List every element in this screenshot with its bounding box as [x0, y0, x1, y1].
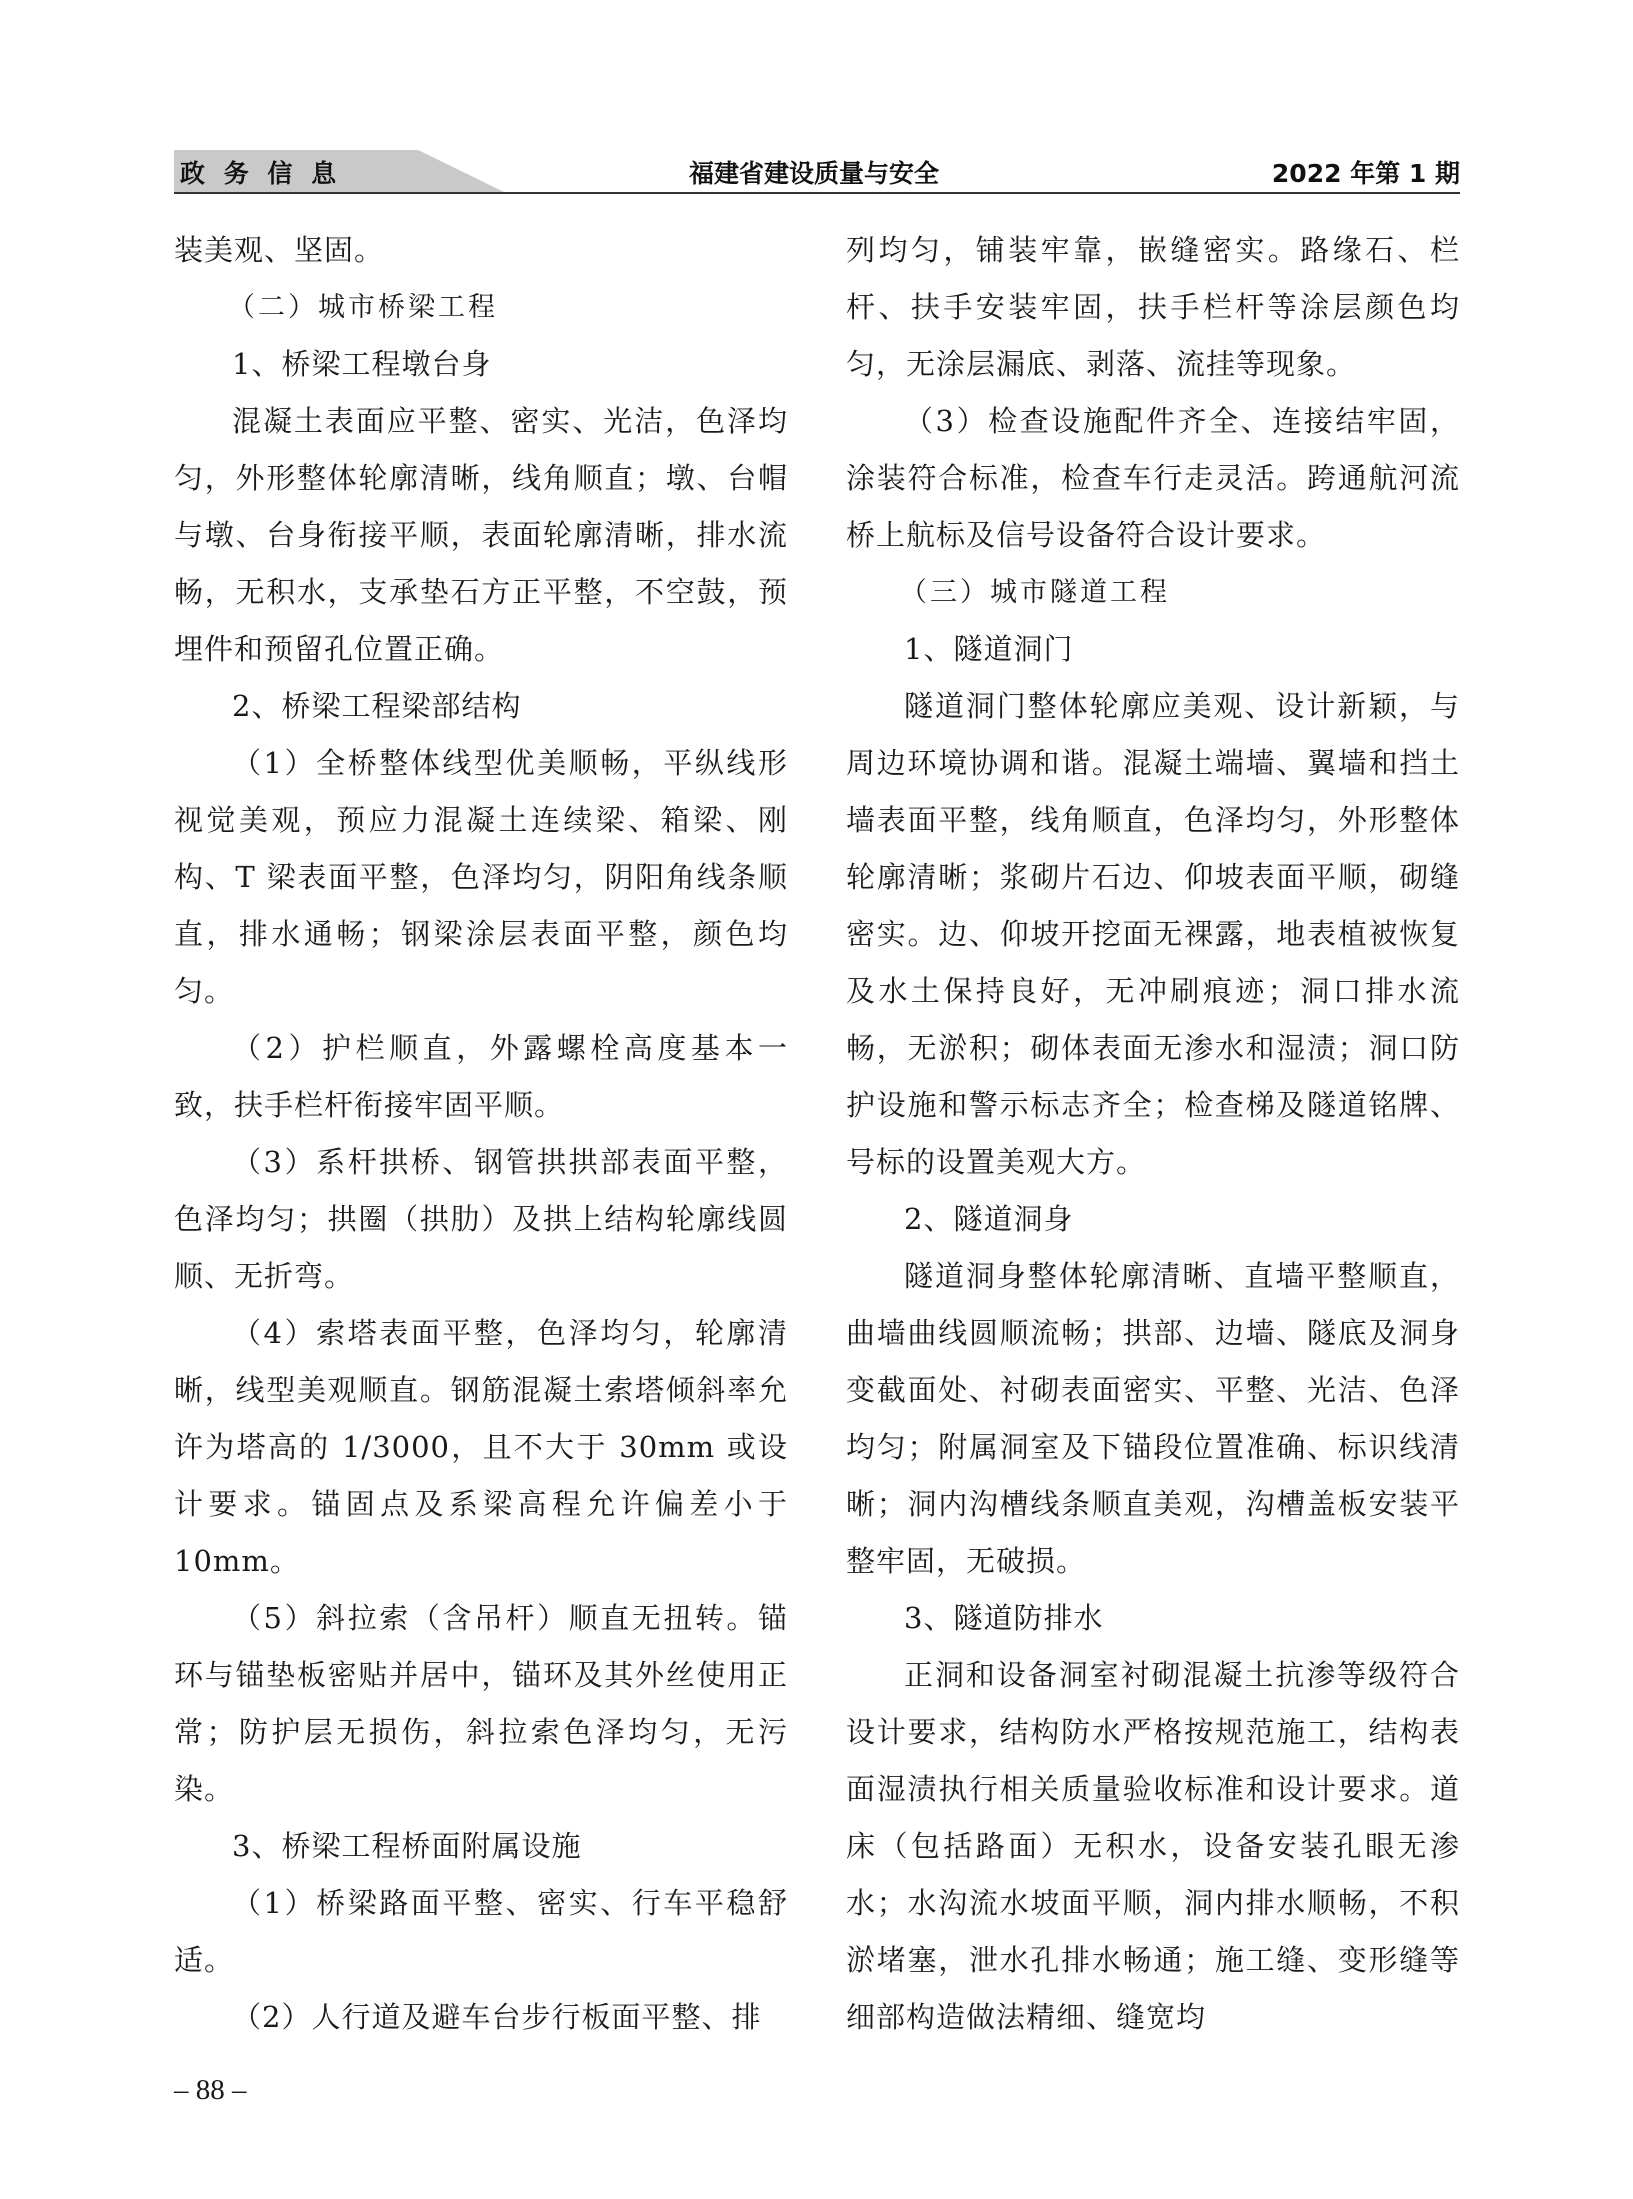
right-column [846, 222, 1460, 2046]
subheading: 1、桥梁工程墩台身 [232, 347, 492, 381]
paragraph: 列均匀，铺装牢靠，嵌缝密实。路缘石、栏杆、扶手安装牢固，扶手栏杆等涂层颜色均匀，无涂层漏底、剥落、流挂等现象。 [846, 233, 1460, 381]
left-column [174, 222, 788, 2046]
paragraph: 正洞和设备洞室衬砌混凝土抗渗等级符合设计要求，结构防水严格按规范施工，结构表面湿渍执行相关质量验收标准和设计要求。道床（包括路面）无积水，设备安装孔眼无渗水；水沟流水坡面平顺，洞内排水顺畅，不积淤堵塞，泄水孔排水畅通；施工缝、变形缝等细部构造做法精细、缝宽均 [846, 1658, 1460, 2034]
paragraph: （3）系杆拱桥、钢管拱拱部表面平整，色泽均匀；拱圈（拱肋）及拱上结构轮廓线圆顺、无折弯。 [174, 1145, 788, 1293]
paragraph: 隧道洞门整体轮廓应美观、设计新颖，与周边环境协调和谐。混凝土端墙、翼墙和挡土墙表面平整，线角顺直，色泽均匀，外形整体轮廓清晰；浆砌片石边、仰坡表面平顺，砌缝密实。边、仰坡开挖面无裸露，地表植被恢复及水土保持良好，无冲刷痕迹；洞口排水流畅，无淤积；砌体表面无渗水和湿渍；洞口防护设施和警示标志齐全；检查梯及隧道铭牌、号标的设置美观大方。 [846, 689, 1460, 1179]
subheading: 3、桥梁工程桥面附属设施 [232, 1829, 582, 1863]
journal-title: 福建省建设质量与安全 [688, 159, 939, 188]
subheading: 2、桥梁工程梁部结构 [232, 689, 522, 723]
section-heading: （二）城市桥梁工程 [228, 292, 498, 323]
subheading: 2、隧道洞身 [904, 1202, 1074, 1236]
paragraph: （3）检查设施配件齐全、连接结牢固，涂装符合标准，检查车行走灵活。跨通航河流桥上航标及信号设备符合设计要求。 [846, 404, 1460, 552]
page-header [174, 150, 1460, 194]
paragraph: 混凝土表面应平整、密实、光洁，色泽均匀，外形整体轮廓清晰，线角顺直；墩、台帽与墩、台身衔接平顺，表面轮廓清晰，排水流畅，无积水，支承垫石方正平整，不空鼓，预埋件和预留孔位置正确。 [174, 404, 788, 666]
section-label: 政 务 信 息 [180, 159, 342, 188]
paragraph: （1）全桥整体线型优美顺畅，平纵线形视觉美观，预应力混凝土连续梁、箱梁、刚构、T 梁表面平整，色泽均匀，阴阳角线条顺直，排水通畅；钢梁涂层表面平整，颜色均匀。 [174, 746, 788, 1008]
paragraph: （2）护栏顺直，外露螺栓高度基本一致，扶手栏杆衔接牢固平顺。 [174, 1031, 788, 1122]
section-heading: （三）城市隧道工程 [900, 577, 1170, 608]
issue-label: 2022 年第 1 期 [1271, 159, 1460, 188]
header-rule [174, 192, 1460, 194]
paragraph: （1）桥梁路面平整、密实、行车平稳舒适。 [174, 1886, 788, 1977]
paragraph: （4）索塔表面平整，色泽均匀，轮廓清晰，线型美观顺直。钢筋混凝土索塔倾斜率允许为塔高的 1/3000，且不大于 30mm 或设计要求。锚固点及系梁高程允许偏差小于 10mm。 [174, 1316, 788, 1578]
subheading: 1、隧道洞门 [904, 632, 1074, 666]
paragraph: 装美观、坚固。 [174, 233, 385, 267]
paragraph: （5）斜拉索（含吊杆）顺直无扭转。锚环与锚垫板密贴并居中，锚环及其外丝使用正常；防护层无损伤，斜拉索色泽均匀，无污染。 [174, 1601, 788, 1806]
paragraph: （2）人行道及避车台步行板面平整、排 [232, 2000, 762, 2034]
paragraph: 隧道洞身整体轮廓清晰、直墙平整顺直，曲墙曲线圆顺流畅；拱部、边墙、隧底及洞身变截面处、衬砌表面密实、平整、光洁、色泽均匀；附属洞室及下锚段位置准确、标识线清晰；洞内沟槽线条顺直美观，沟槽盖板安装平整牢固，无破损。 [846, 1259, 1460, 1578]
page-number: – 88 – [174, 2074, 247, 2106]
subheading: 3、隧道防排水 [904, 1601, 1104, 1635]
